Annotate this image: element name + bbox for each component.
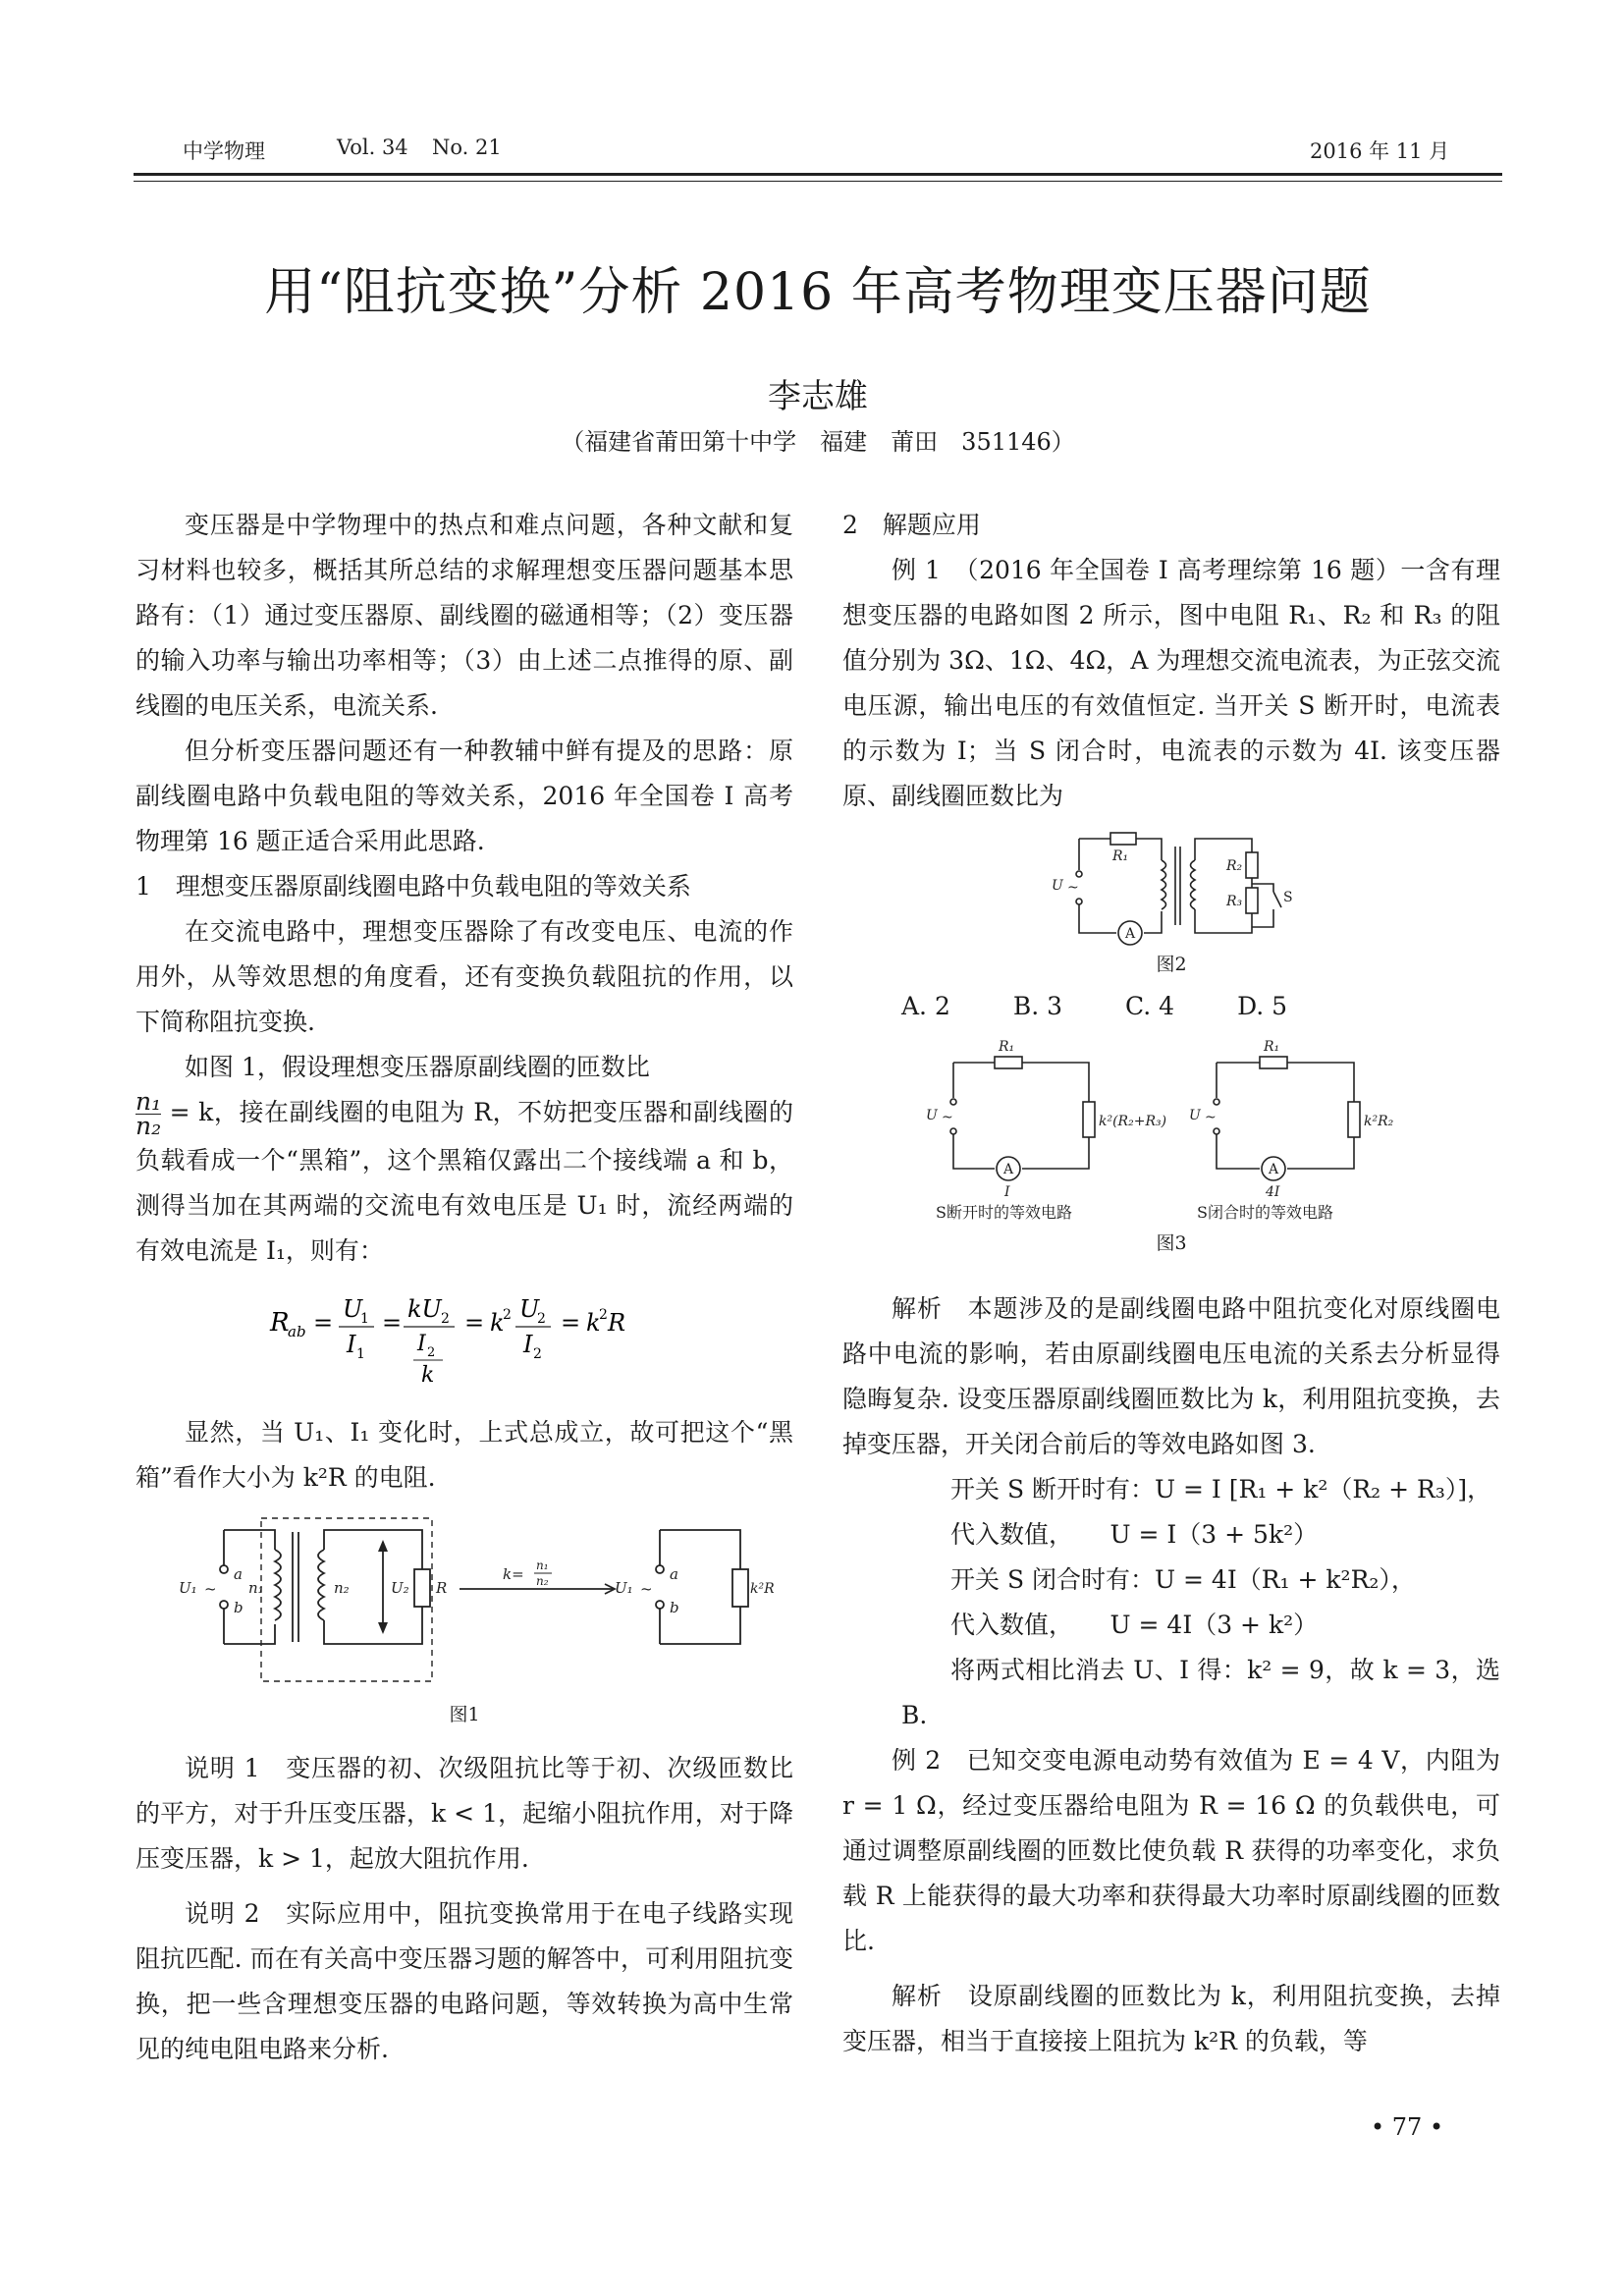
- black-box-text: = k，接在副线圈的电阻为 R，不妨把变压器和副线圈的负载看成一个“黑箱”，这个黑箱仅露出二个接线端 a 和 b，测得当加在其两端的交流电有效电压是 U₁ 时，流经两端的有效电流是 I₁，则有：: [135, 1098, 793, 1265]
- fig1-source-symbol: ~: [204, 1580, 217, 1598]
- svg-text:R: R: [608, 1309, 626, 1337]
- fig2-r3-label: R₃: [1226, 894, 1243, 909]
- fig3-left-ammeter: A: [1003, 1162, 1014, 1177]
- figure-3: [896, 1037, 1446, 1224]
- svg-text:U: U: [343, 1295, 363, 1323]
- svg-text:1: 1: [360, 1311, 369, 1327]
- equation-4: 代入数值， U = 4I（3 + k²）: [950, 1611, 1319, 1639]
- fig3-right-caption: S闭合时的等效电路: [1197, 1203, 1333, 1222]
- turns-ratio-paragraph: [135, 1087, 793, 1274]
- fig1-n1-label: n₁: [248, 1579, 264, 1597]
- figure-3-caption: 图3: [1156, 1232, 1187, 1254]
- fig1-u2-label: U₂: [391, 1579, 409, 1597]
- fig3-left-load: k²(R₂+R₃): [1099, 1114, 1167, 1129]
- fig3-right-ammeter: A: [1269, 1162, 1279, 1177]
- fig1-ab-label: a: [670, 1565, 678, 1583]
- author-affiliation: （福建省莆田第十中学 福建 莆田 351146）: [561, 428, 1075, 456]
- choice-b: B. 3: [1012, 992, 1063, 1020]
- fig1-r-label: R: [436, 1579, 448, 1597]
- figure-1: [165, 1514, 775, 1691]
- equation-5: 将两式相比消去 U、I 得：k² = 9，故 k = 3，选 B.: [901, 1656, 1500, 1729]
- header-rule-thin: [134, 181, 1502, 182]
- fig1-u1b-label: U₁: [615, 1579, 633, 1597]
- fig2-u-label: U: [1052, 878, 1063, 894]
- section-2-heading: 2 解题应用: [842, 511, 981, 539]
- example-1: 例 1 （2016 年全国卷 Ⅰ 高考理综第 16 题）一含有理想变压器的电路如图 2 所示，图中电阻 R₁、R₂ 和 R₃ 的阻值分别为 3Ω、1Ω、4Ω，A 为理想交流电流表，为正弦交流电压源，输出电压的有效值恒定. 当开关 S 断开时，电流表的示数为 I；当 S 闭合时，电流表的示数为 4I. 该变压器原、副线圈匝数比为: [842, 556, 1500, 810]
- journal-number: No. 21: [432, 136, 502, 159]
- svg-text:2: 2: [503, 1307, 512, 1323]
- figure-2-caption: 图2: [1156, 954, 1187, 975]
- analysis-2: 解析 设原副线圈的匝数比为 k，利用阻抗变换，去掉变压器，相当于直接接上阻抗为 k²R 的负载，等: [842, 1982, 1500, 2055]
- intro-paragraph: 变压器是中学物理中的热点和难点问题，各种文献和复习材料也较多，概括其所总结的求解理想变压器问题基本思路有：（1）通过变压器原、副线圈的磁通相等；（2）变压器的输入功率与输出功率相等；（3）由上述二点推得的原、副线圈的电压关系，电流关系.: [135, 511, 793, 720]
- choice-c: C. 4: [1125, 992, 1175, 1020]
- fig3-right-current: 4I: [1266, 1184, 1280, 1200]
- impedance-formula: [135, 1280, 793, 1404]
- svg-text:=: =: [464, 1309, 485, 1337]
- fig1-intro-paragraph: 如图 1，假设理想变压器原副线圈的匝数比: [185, 1053, 650, 1081]
- turns-ratio-fraction: [135, 1087, 162, 1140]
- fig2-s-label: S: [1283, 890, 1293, 905]
- fig2-r2-label: R₂: [1226, 858, 1243, 874]
- fig1-n2-label: n₂: [334, 1579, 350, 1597]
- svg-text:2: 2: [441, 1311, 450, 1327]
- svg-text:1: 1: [356, 1346, 365, 1362]
- author-name: 李志雄: [768, 377, 868, 416]
- turns-ratio-denominator: n₂: [135, 1112, 162, 1140]
- fig2-source-symbol: ~: [1067, 880, 1079, 896]
- analysis-1: 解析 本题涉及的是副线圈电路中阻抗变化对原线圈电路中电流的影响，若由原副线圈电压电流的关系去分析显得隐晦复杂. 设变压器原副线圈匝数比为 k，利用阻抗变换，去掉变压器，开关闭合前后的等效电路如图 3.: [842, 1294, 1500, 1458]
- svg-text:kU: kU: [407, 1295, 442, 1323]
- svg-text:I: I: [347, 1331, 356, 1358]
- approach-paragraph: 但分析变压器问题还有一种教辅中鲜有提及的思路：原副线圈电路中负载电阻的等效关系，2016 年全国卷 Ⅰ 高考物理第 16 题正适合采用此思路.: [135, 737, 793, 855]
- fig3-right-r1: R₁: [1264, 1039, 1280, 1055]
- equation-2: 代入数值， U = I（3 + 5k²）: [950, 1520, 1319, 1549]
- fig3-left-current: I: [1004, 1184, 1010, 1200]
- black-box-conclusion: 显然，当 U₁、I₁ 变化时，上式总成立，故可把这个“黑箱”看作大小为 k²R 的电阻.: [135, 1418, 793, 1492]
- fig1-b-label: b: [234, 1599, 243, 1616]
- svg-text:U: U: [519, 1295, 540, 1323]
- equation-3: 开关 S 闭合时有：U = 4I（R₁ + k²R₂），: [950, 1565, 1416, 1594]
- fig1-k-num: n₁: [536, 1558, 549, 1572]
- answer-choices: [842, 984, 1500, 1029]
- journal-name: 中学物理: [183, 139, 265, 163]
- svg-text:2: 2: [537, 1311, 546, 1327]
- svg-text:k: k: [586, 1309, 601, 1337]
- fig3-right-u: U: [1189, 1108, 1201, 1123]
- figure-1-caption: 图1: [449, 1704, 480, 1725]
- svg-text:I: I: [523, 1331, 533, 1358]
- svg-text:k: k: [421, 1363, 435, 1388]
- svg-text:=: =: [561, 1309, 581, 1337]
- note-1: 说明 1 变压器的初、次级阻抗比等于初、次级匝数比的平方，对于升压变压器，k < 1，起缩小阻抗作用，对于降压变压器，k > 1，起放大阻抗作用.: [135, 1754, 793, 1873]
- choice-a: A. 2: [901, 992, 950, 1020]
- fig3-right-load: k²R₂: [1364, 1114, 1394, 1129]
- svg-text:R: R: [270, 1308, 290, 1338]
- fig1-a-label: a: [234, 1565, 243, 1583]
- page-number: • 77 •: [1371, 2113, 1444, 2141]
- svg-text:=: =: [313, 1309, 334, 1337]
- svg-text:ab: ab: [288, 1323, 306, 1340]
- fig1-k-den: n₂: [536, 1574, 549, 1588]
- svg-text:=: =: [382, 1309, 403, 1337]
- fig3-left-r1: R₁: [999, 1039, 1015, 1055]
- journal-volume: Vol. 34: [337, 136, 408, 159]
- fig1-k2r-label: k²R: [750, 1581, 775, 1597]
- fig3-left-source-symbol: ~: [942, 1110, 953, 1125]
- equation-1: 开关 S 断开时有：U = I [R₁ + k²（R₂ + R₃）]，: [950, 1475, 1492, 1503]
- figure-2: [1044, 827, 1299, 949]
- choice-d: D. 5: [1237, 992, 1288, 1020]
- svg-text:2: 2: [533, 1346, 542, 1362]
- example-2: 例 2 已知交变电源电动势有效值为 E = 4 V，内阻为 r = 1 Ω，经过变压器给电阻为 R = 16 Ω 的负载供电，可通过调整原副线圈的匝数比使负载 R 获得的功率变化，求负载 R 上能获得的最大功率和获得最大功率时原副线圈的匝数比.: [842, 1746, 1500, 1955]
- fig2-r1-label: R₁: [1112, 848, 1129, 864]
- impedance-transform-paragraph: 在交流电路中，理想变压器除了有改变电压、电流的作用外，从等效思想的角度看，还有变换负载阻抗的作用，以下简称阻抗变换.: [135, 917, 793, 1036]
- svg-text:2: 2: [427, 1345, 436, 1360]
- header-rule-thick: [134, 173, 1502, 176]
- svg-text:2: 2: [599, 1307, 608, 1323]
- fig3-left-caption: S断开时的等效电路: [936, 1203, 1072, 1222]
- impedance-formula-svg: [268, 1280, 661, 1390]
- fig1-k-eq: k=: [503, 1565, 524, 1583]
- fig1-bb-label: b: [670, 1599, 679, 1616]
- issue-date: 2016 年 11 月: [1310, 139, 1450, 163]
- section-1-heading: 1 理想变压器原副线圈电路中负载电阻的等效关系: [135, 872, 691, 901]
- fig1-u1-label: U₁: [179, 1579, 197, 1597]
- svg-text:k: k: [490, 1309, 505, 1337]
- svg-text:I: I: [417, 1332, 426, 1356]
- fig3-right-source-symbol: ~: [1205, 1110, 1217, 1125]
- fig2-ammeter-label: A: [1125, 926, 1136, 942]
- article-title: 用“阻抗变换”分析 2016 年高考物理变压器问题: [264, 263, 1372, 322]
- fig3-left-u: U: [926, 1108, 938, 1123]
- right-column: [842, 503, 1500, 2064]
- fig1-source-symbol-b: ~: [640, 1580, 653, 1598]
- turns-ratio-numerator: n₁: [135, 1087, 162, 1116]
- left-column: [135, 503, 793, 2072]
- note-2: 说明 2 实际应用中，阻抗变换常用于在电子线路实现阻抗匹配. 而在有关高中变压器习题的解答中，可利用阻抗变换，把一些含理想变压器的电路问题，等效转换为高中生常见的纯电阻电路来分析.: [135, 1899, 793, 2063]
